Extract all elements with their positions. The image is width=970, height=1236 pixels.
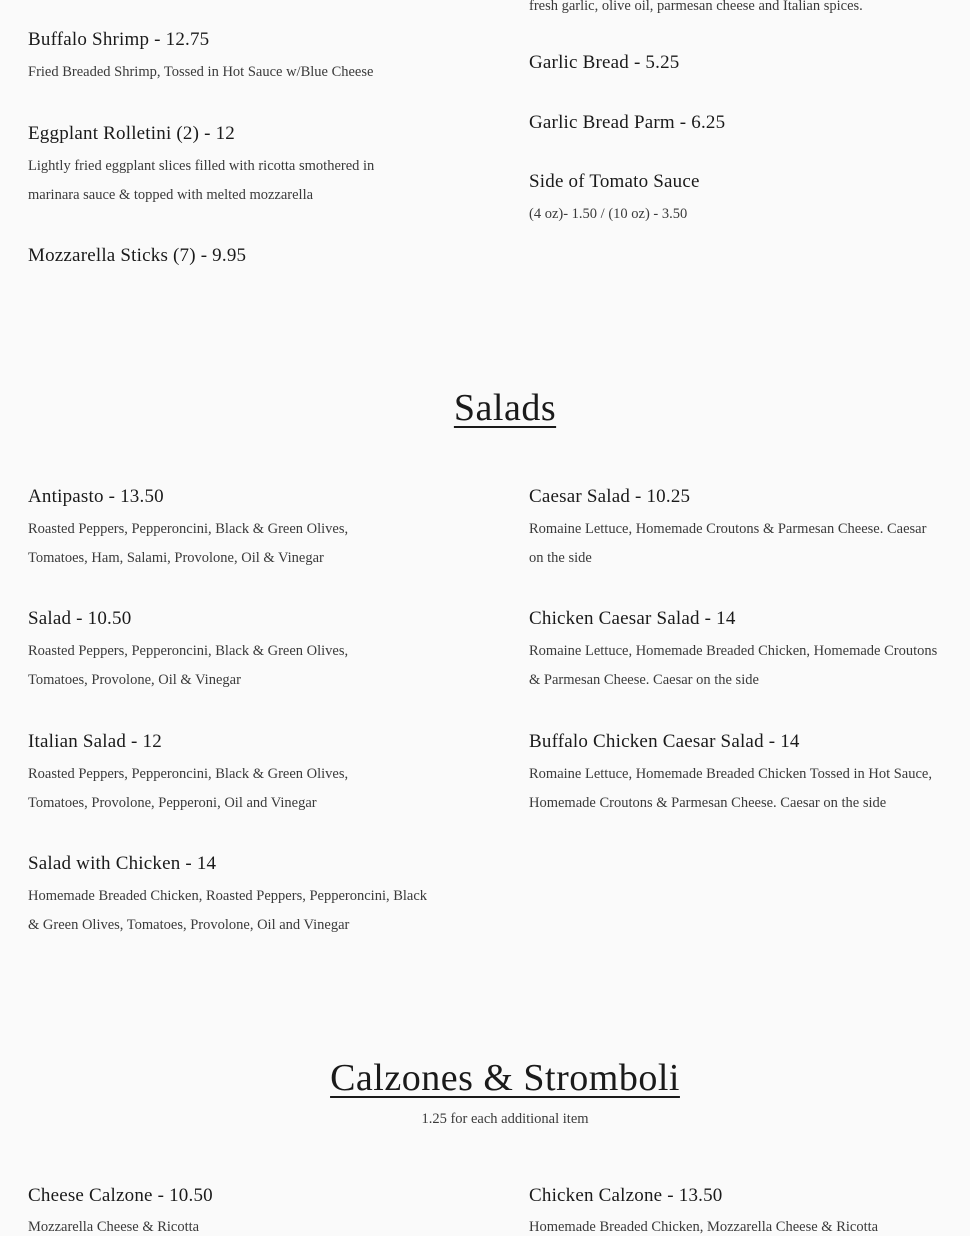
menu-item [529, 607, 939, 695]
calzones-heading: Calzones & Stromboli [330, 1057, 680, 1099]
item-description: Romaine Lettuce, Homemade Breaded Chicken, Homemade Croutons & Parmesan Cheese. Caesar on the side [529, 643, 938, 688]
menu-item [529, 730, 939, 818]
item-title: Antipasto - 13.50 [28, 486, 164, 507]
menu-item [28, 852, 438, 940]
menu-item [28, 1184, 468, 1208]
item-title: Garlic Bread Parm - 6.25 [529, 112, 726, 133]
item-title: Buffalo Chicken Caesar Salad - 14 [529, 731, 800, 752]
menu-item [529, 170, 939, 229]
menu-item [529, 51, 939, 75]
item-title: Caesar Salad - 10.25 [529, 486, 691, 507]
appetizers-left-column [28, 0, 468, 300]
item-description-fragment: Mozzarella Cheese & Ricotta [28, 1219, 200, 1235]
item-description: Romaine Lettuce, Homemade Breaded Chicken Tossed in Hot Sauce, Homemade Croutons & Parmesan Cheese. Caesar on the side [529, 766, 932, 811]
item-description: Lightly fried eggplant slices filled with ricotta smothered in marinara sauce & topped with melted mozzarella [28, 158, 375, 203]
menu-item [28, 244, 468, 268]
item-description: Romaine Lettuce, Homemade Croutons & Parmesan Cheese. Caesar on the side [529, 521, 927, 566]
item-description: Homemade Breaded Chicken, Roasted Peppers, Pepperoncini, Black & Green Olives, Tomatoes, Provolone, Oil and Vinegar [28, 888, 428, 933]
item-title: Chicken Calzone - 13.50 [529, 1185, 723, 1206]
menu-item [28, 122, 418, 210]
menu-item [28, 730, 388, 818]
menu-item [28, 28, 468, 87]
item-title: Mozzarella Sticks (7) - 9.95 [28, 245, 247, 266]
item-description: Fried Breaded Shrimp, Tossed in Hot Sauce w/Blue Cheese [28, 64, 374, 80]
item-description: Roasted Peppers, Pepperoncini, Black & Green Olives, Tomatoes, Provolone, Pepperoni, Oil and Vinegar [28, 766, 349, 811]
menu-item [28, 607, 388, 695]
item-title: Salad - 10.50 [28, 608, 132, 629]
garlic-bread-desc-fragment: fresh garlic, olive oil, parmesan cheese and Italian spices. [529, 0, 863, 14]
menu-item [529, 485, 939, 573]
item-description-fragment: Homemade Breaded Chicken, Mozzarella Cheese & Ricotta [529, 1219, 879, 1235]
calzones-note: 1.25 for each additional item [421, 1111, 589, 1127]
salads-heading: Salads [453, 387, 557, 429]
item-title: Italian Salad - 12 [28, 731, 162, 752]
item-description: Roasted Peppers, Pepperoncini, Black & Green Olives, Tomatoes, Provolone, Oil & Vinegar [28, 643, 349, 688]
item-title: Salad with Chicken - 14 [28, 853, 217, 874]
menu-item [28, 485, 388, 573]
item-description: (4 oz)- 1.50 / (10 oz) - 3.50 [529, 206, 688, 222]
item-title: Garlic Bread - 5.25 [529, 52, 680, 73]
item-title: Chicken Caesar Salad - 14 [529, 608, 736, 629]
item-title: Buffalo Shrimp - 12.75 [28, 29, 210, 50]
menu-item [529, 111, 939, 135]
item-title: Cheese Calzone - 10.50 [28, 1185, 213, 1206]
item-title: Eggplant Rolletini (2) - 12 [28, 123, 235, 144]
menu-item [529, 1184, 939, 1208]
item-description: Roasted Peppers, Pepperoncini, Black & Green Olives, Tomatoes, Ham, Salami, Provolone, Oil & Vinegar [28, 521, 349, 566]
item-title: Side of Tomato Sauce [529, 171, 700, 192]
appetizers-right-column [529, 0, 939, 300]
